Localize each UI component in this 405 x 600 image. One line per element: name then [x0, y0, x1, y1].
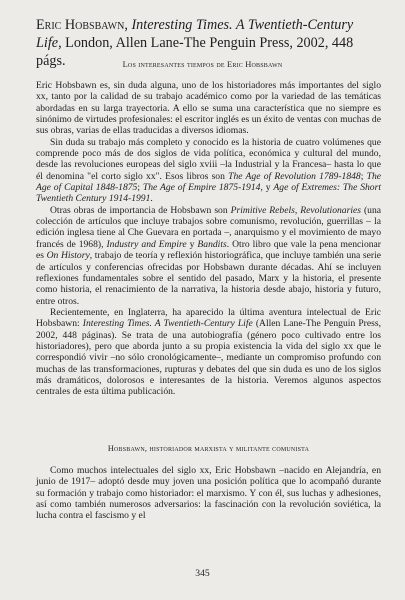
- section-body: [36, 465, 381, 522]
- book-title: Interesting Times. A Twentieth-Century Life: [36, 17, 354, 51]
- book-publisher: London, Allen Lane-The Penguin Press, 2002, 448 págs.: [36, 35, 354, 69]
- review-body: [36, 80, 381, 398]
- paragraph-2: Sin duda su trabajo más completo y conocido es la historia de cuatro volúmenes que comprende poco más de dos siglos de vida política, económica y cultural del mundo, desde las revoluciones europeas del siglo xviii –la Industrial y la Francesa– hasta lo que él denomina "el corto siglo xx". Esos libros son The Age of Revolution 1789-1848; The Age of Capital 1848-1875; The Age of Empire 1875-1914, y Age of Extremes: The Short Twentieth Century 1914-1991.: [36, 136, 381, 205]
- paragraph-1: Eric Hobsbawn es, sin duda alguna, uno de los historiadores más importantes del siglo xx, tanto por la calidad de su trabajo académico como por la variedad de las temáticas abordadas en su larga trayectoria. A ello se suma una característica que no siempre es sinónimo de virtudes profesionales: el escritor inglés es un éxito de ventas con muchas de sus obras, varias de ellas traducidas a diversos idiomas.: [36, 80, 381, 137]
- paragraph-3: Otras obras de importancia de Hobsbawn son Primitive Rebels, Revolutionaries (una colección de artículos que incluye trabajos sobre comunismo, revolución, guerrillas – la edición inglesa tiene al Che Guevara en portada –, anarquismo y el movimiento de mayo francés de 1968), Industry and Empire y Bandits. Otro libro que vale la pena mencionar es On History, trabajo de teoría y reflexión historiográfica, que incluye también una serie de artículos y conferencias ofrecidas por Hobsbawn durante décadas. Ahí se incluyen reflexiones fundamentales sobre el sentido del pasado, Marx y la historia, el presente como historia, el renacimiento de la narrativa, la historia desde abajo, historia y futuro, entre otros.: [36, 204, 382, 307]
- page-number: 345: [195, 568, 210, 579]
- review-subtitle: Los interesantes tiempos de Eric Hobsbawn: [122, 60, 283, 69]
- section-heading: Hobsbawn, historiador marxista y militante comunista: [107, 444, 310, 453]
- book-reference: Eric Hobsbawn, Interesting Times. A Twentieth-Century Life, London, Allen Lane-The Penguin Press, 2002, 448 págs.: [36, 17, 354, 69]
- paragraph-4: Recientemente, en Inglaterra, ha aparecido la última aventura intelectual de Eric Hobsbawn: Interesting Times. A Twentieth-Century Life (Allen Lane-The Penguin Press, 2002, 448 páginas). Se trata de una autobiografía (género poco cultivado entre los historiadores), pero que aborda junto a su propia existencia la vida del siglo xx que le correspondió vivir –no sólo cronológicamente–, mediante un compromiso profundo con muchas de las transformaciones, rupturas y debates del que sin duda es uno de los siglos más dramáticos, dolorosos e interesantes de la historia. Veremos algunos aspectos centrales de esta última publicación.: [36, 306, 381, 398]
- section-paragraph: Como muchos intelectuales del siglo xx, Eric Hobsbawn –nacido en Alejandría, en junio de 1917– adoptó desde muy joven una posición política que lo acompañó durante su formación y trabajo como historiador: el marxismo. Y con él, sus luchas y adhesiones, así como también numerosos adversarios: la fascinación con la revolución soviética, la lucha contra el fascismo y el: [36, 465, 381, 522]
- book-author: Eric Hobsbawn: [36, 17, 125, 33]
